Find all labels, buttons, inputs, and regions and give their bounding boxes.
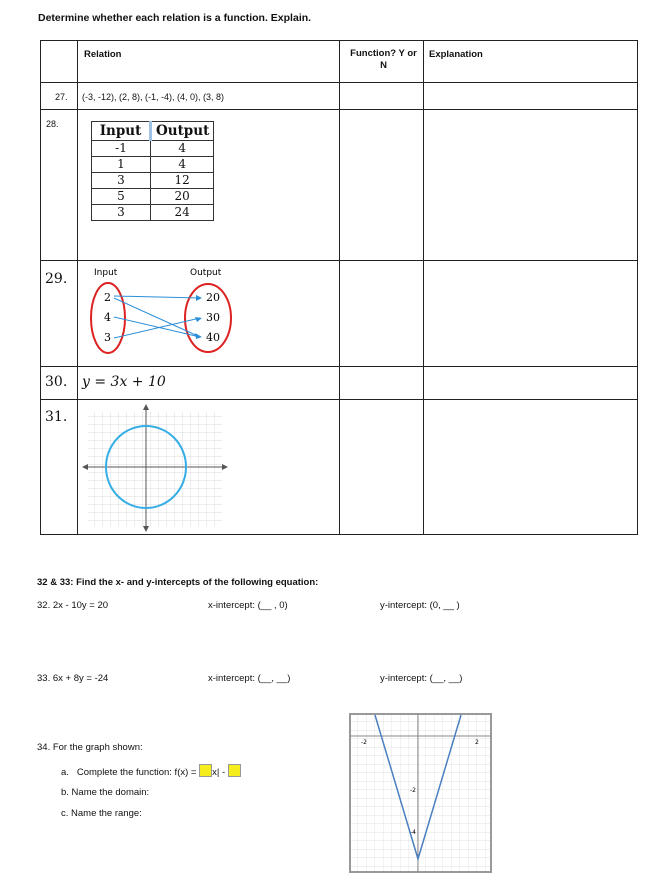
q33-equation: 33. 6x + 8y = -24 <box>37 673 109 684</box>
io-cell: 20 <box>151 189 214 205</box>
header-relation <box>78 41 340 83</box>
io-cell: 5 <box>92 189 151 205</box>
circle-graph <box>78 400 248 533</box>
x-axis-arrow-left <box>82 464 88 470</box>
table-row <box>41 261 638 367</box>
io-cell: 4 <box>151 157 214 173</box>
mapping-input-label: Input <box>94 268 118 278</box>
row-31-num: 31. <box>45 409 68 425</box>
io-cell: 3 <box>92 173 151 189</box>
q34-part-c: c. Name the range: <box>61 808 142 819</box>
q33-x-intercept[interactable]: x-intercept: (__, __) <box>208 673 291 684</box>
io-header-output: Output <box>151 122 214 141</box>
abs-value-graph <box>349 713 492 873</box>
io-cell: 3 <box>92 205 151 221</box>
io-cell: 24 <box>151 205 214 221</box>
blank-highlight-1[interactable] <box>199 764 212 777</box>
mapping-arrow <box>114 317 200 337</box>
mapping-input: 3 <box>104 331 111 344</box>
row-28-answer-cell[interactable] <box>340 110 424 261</box>
header-relation-label: Relation <box>84 49 122 60</box>
relations-table <box>40 40 638 535</box>
io-cell: 1 <box>92 157 151 173</box>
io-header-input: Input <box>92 122 151 141</box>
row-28-num: 28. <box>46 119 59 129</box>
graph2-tick: -2 <box>410 787 416 794</box>
header-explanation-label: Explanation <box>429 49 483 60</box>
table-row <box>41 400 638 535</box>
blank-highlight-2[interactable] <box>228 764 241 777</box>
row-31-answer-cell[interactable] <box>340 400 424 535</box>
row-30-num: 30. <box>45 374 68 390</box>
q34-a-mid: x| - <box>212 767 226 778</box>
header-function-label: Function? Y or N <box>350 48 417 71</box>
mapping-output: 40 <box>206 331 220 344</box>
io-cell: 4 <box>151 141 214 157</box>
arrowhead <box>195 317 202 322</box>
page-title: Determine whether each relation is a function. Explain. <box>38 12 312 24</box>
mapping-output-label: Output <box>190 268 222 278</box>
y-axis-arrow-down <box>143 526 149 532</box>
q34-intro: 34. For the graph shown: <box>37 742 143 753</box>
q32-y-intercept[interactable]: y-intercept: (0, __ ) <box>380 600 460 611</box>
q34-a-text: Complete the function: f(x) = <box>76 767 197 778</box>
graph-grid <box>88 412 222 527</box>
io-cell: -1 <box>92 141 151 157</box>
table-row <box>41 367 638 400</box>
row-31-explanation-cell[interactable] <box>424 400 638 535</box>
input-output-table <box>91 121 214 221</box>
q34-part-a <box>61 764 241 778</box>
header-function <box>340 41 424 83</box>
graph2-tick: -4 <box>410 829 416 836</box>
q33-y-intercept[interactable]: y-intercept: (__, __) <box>380 673 463 684</box>
header-explanation <box>424 41 638 83</box>
row-29-answer-cell[interactable] <box>340 261 424 367</box>
row-30-equation: y = 3x + 10 <box>82 374 166 390</box>
q32-x-intercept[interactable]: x-intercept: (__ , 0) <box>208 600 288 611</box>
row-27-num: 27. <box>55 92 68 102</box>
q34-part-b: b. Name the domain: <box>61 787 150 798</box>
row-27-explanation-cell[interactable] <box>424 83 638 110</box>
mapping-input: 4 <box>104 311 111 324</box>
row-30-answer-cell[interactable] <box>340 367 424 400</box>
row-30-explanation-cell[interactable] <box>424 367 638 400</box>
mapping-output: 30 <box>206 311 220 324</box>
arrowhead <box>195 333 202 339</box>
mapping-diagram <box>78 261 338 365</box>
mapping-input: 2 <box>104 291 111 304</box>
y-axis-arrow-up <box>143 404 149 410</box>
row-27-relation: (-3, -12), (2, 8), (-1, -4), (4, 0), (3, 8) <box>82 92 225 102</box>
table-row <box>41 110 638 261</box>
q32-equation: 32. 2x - 10y = 20 <box>37 600 109 611</box>
header-num-cell <box>41 41 78 83</box>
table-row <box>41 83 638 110</box>
graph2-tick: -2 <box>361 739 367 746</box>
q34-a-prefix: a. <box>61 767 69 778</box>
row-29-num: 29. <box>45 271 68 287</box>
io-cell: 12 <box>151 173 214 189</box>
mapping-output: 20 <box>206 291 220 304</box>
row-28-explanation-cell[interactable] <box>424 110 638 261</box>
mapping-arrow <box>114 296 200 298</box>
table-header-row <box>41 41 638 83</box>
section-heading: 32 & 33: Find the x- and y-intercepts of the following equation: <box>37 577 319 588</box>
row-29-explanation-cell[interactable] <box>424 261 638 367</box>
graph2-tick: 2 <box>475 739 479 746</box>
x-axis-arrow-right <box>222 464 228 470</box>
arrowhead <box>196 295 202 301</box>
row-27-answer-cell[interactable] <box>340 83 424 110</box>
